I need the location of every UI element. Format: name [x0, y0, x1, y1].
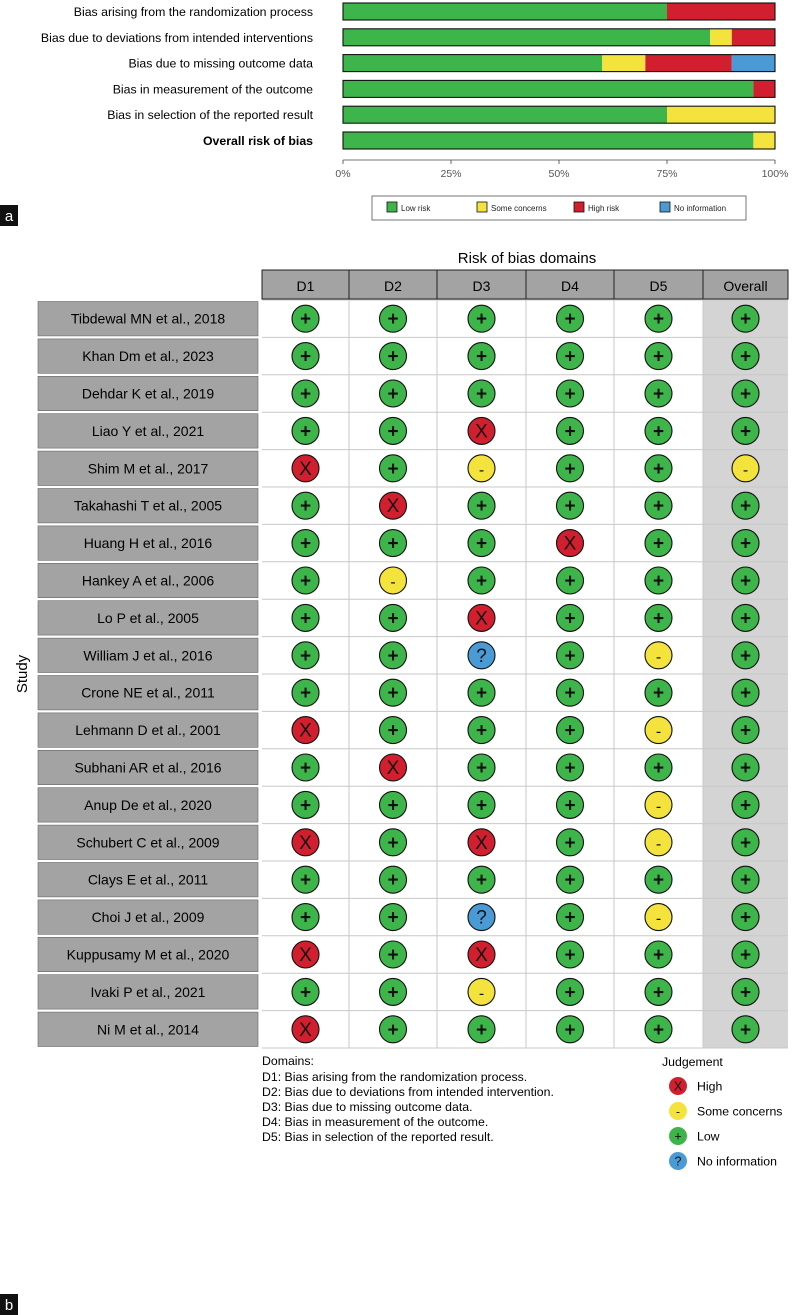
judgement-symbol: X [475, 421, 488, 443]
domain-description: D5: Bias in selection of the reported result. [262, 1130, 494, 1144]
legend-symbol: X [673, 1079, 683, 1094]
study-name: Schubert C et al., 2009 [76, 834, 220, 851]
judgement-symbol: + [475, 496, 488, 518]
x-tick-label: 25% [440, 168, 462, 180]
judgement-symbol: + [475, 384, 488, 405]
judgement-symbol: + [299, 758, 312, 779]
study-name: Anup De et al., 2020 [84, 796, 212, 813]
panel-label-b: b [4, 1297, 14, 1314]
judgement-symbol: + [564, 421, 576, 443]
bar-category-label: Bias in selection of the reported result [107, 108, 313, 123]
judgement-symbol: + [387, 720, 399, 742]
bar-segment-some [667, 106, 775, 123]
judgement-symbol: + [652, 533, 665, 555]
judgement-symbol: + [564, 758, 576, 779]
judgement-symbol: + [652, 870, 665, 892]
study-name: William J et al., 2016 [83, 647, 213, 664]
judgement-symbol: + [564, 1019, 576, 1041]
judgement-symbol: - [655, 910, 662, 928]
judgement-symbol: + [652, 571, 665, 592]
judgement-symbol: + [652, 309, 665, 331]
bar-category-label: Overall risk of bias [202, 134, 313, 148]
bar-segment-some [710, 29, 732, 46]
study-name: Lo P et al., 2005 [97, 609, 199, 626]
bar-category-label: Bias due to deviations from intended interventions [40, 30, 313, 45]
judgement-symbol: + [564, 309, 576, 331]
judgement-symbol: + [299, 309, 312, 331]
judgement-symbol: X [386, 496, 400, 518]
judgement-symbol: + [475, 1019, 488, 1041]
judgement-symbol: + [739, 795, 752, 817]
legend-swatch-high [574, 202, 584, 212]
legend-symbol: + [674, 1129, 682, 1144]
judgement-symbol: X [475, 832, 488, 854]
judgement-symbol: X [299, 832, 312, 854]
study-name: Takahashi T et al., 2005 [73, 497, 223, 514]
judgement-symbol: + [299, 870, 312, 892]
bar-segment-low [343, 3, 667, 20]
domain-header-d1: D1 [296, 278, 315, 294]
domains-title: Domains: [262, 1054, 314, 1068]
x-tick-label: 50% [548, 168, 570, 180]
judgement-symbol: X [386, 758, 400, 779]
bar-category-label: Bias due to missing outcome data [128, 56, 313, 71]
judgement-symbol: + [475, 346, 488, 368]
x-tick-label: 100% [761, 168, 789, 180]
domain-header-d3: D3 [472, 278, 491, 294]
judgement-symbol: + [387, 683, 399, 705]
bar-segment-low [343, 80, 753, 97]
bar-segment-some [753, 132, 775, 149]
judgement-symbol: + [475, 758, 488, 779]
legend-symbol: ? [674, 1154, 682, 1169]
judgement-symbol: + [299, 421, 312, 443]
study-name: Ivaki P et al., 2021 [90, 983, 206, 1000]
bar-category-label: Bias arising from the randomization process [73, 5, 313, 19]
judgement-symbol: + [387, 533, 399, 555]
study-name: Crone NE et al., 2011 [81, 684, 215, 701]
judgement-symbol: + [564, 496, 576, 518]
legend-label-some: Some concerns [697, 1104, 783, 1119]
judgement-symbol: + [739, 683, 752, 705]
judgement-symbol: + [739, 309, 752, 331]
bar-segment-some [602, 55, 645, 72]
judgement-symbol: + [564, 870, 576, 892]
judgement-symbol: + [739, 533, 752, 555]
judgement-symbol: + [739, 384, 752, 405]
judgement-symbol: - [655, 648, 662, 666]
judgement-symbol: + [299, 496, 312, 518]
domain-description: D2: Bias due to deviations from intended intervention. [262, 1085, 554, 1099]
judgement-symbol: + [299, 384, 312, 405]
judgement-symbol: + [387, 907, 399, 929]
domain-header-d5: D5 [649, 278, 668, 294]
judgement-symbol: + [475, 571, 488, 592]
judgement-symbol: + [387, 945, 399, 966]
judgement-symbol: + [475, 309, 488, 331]
judgement-symbol: + [387, 645, 399, 667]
judgement-symbol: - [655, 723, 662, 741]
panel-label-a: a [4, 208, 14, 225]
judgement-symbol: + [299, 645, 312, 667]
study-name: Khan Dm et al., 2023 [82, 348, 214, 365]
judgement-symbol: - [390, 574, 396, 591]
judgement-symbol: + [299, 795, 312, 817]
bar-segment-noinfo [732, 55, 775, 72]
judgement-symbol: X [299, 1019, 312, 1041]
legend-swatch-low [387, 202, 397, 212]
legend-label-noinfo: No information [674, 204, 727, 213]
judgement-symbol: + [564, 608, 576, 630]
judgement-symbol: + [387, 795, 399, 817]
bar-segment-low [343, 29, 710, 46]
legend-swatch-some [477, 202, 487, 212]
judgement-symbol: + [387, 608, 399, 630]
study-name: Tibdewal MN et al., 2018 [70, 310, 226, 327]
judgement-symbol: + [564, 346, 576, 368]
domain-description: D4: Bias in measurement of the outcome. [262, 1115, 489, 1129]
judgement-symbol: + [564, 795, 576, 817]
judgement-symbol: + [475, 533, 488, 555]
judgement-symbol: + [564, 458, 576, 480]
judgement-symbol: + [739, 945, 752, 966]
judgement-symbol: + [739, 571, 752, 592]
judgement-symbol: + [739, 907, 752, 929]
study-name: Kuppusamy M et al., 2020 [66, 946, 230, 963]
bar-segment-high [753, 80, 775, 97]
judgement-symbol: + [739, 496, 752, 518]
legend-label-high: High [697, 1079, 723, 1094]
study-axis-label: Study [14, 654, 31, 694]
judgement-symbol: + [387, 384, 399, 405]
bar-segment-low [343, 132, 753, 149]
judgement-symbol: + [739, 346, 752, 368]
judgement-symbol: + [739, 758, 752, 779]
judgement-symbol: + [387, 832, 399, 854]
legend-label-low: Low [697, 1129, 720, 1144]
judgement-symbol: + [652, 945, 665, 966]
judgement-symbol: + [564, 982, 576, 1004]
bar-category-label: Bias in measurement of the outcome [112, 82, 313, 97]
judgement-symbol: + [299, 608, 312, 630]
judgement-symbol: + [475, 683, 488, 705]
judgement-symbol: + [564, 832, 576, 854]
x-tick-label: 75% [656, 168, 678, 180]
judgement-symbol: + [739, 608, 752, 630]
legend-symbol: - [676, 1104, 680, 1119]
judgement-symbol: + [387, 982, 399, 1004]
judgement-symbol: + [299, 982, 312, 1004]
study-name: Clays E et al., 2011 [87, 871, 209, 888]
study-name: Liao Y et al., 2021 [91, 422, 205, 439]
domain-header-d2: D2 [384, 278, 402, 294]
judgement-symbol: + [564, 945, 576, 966]
x-tick-label: 0% [335, 168, 351, 180]
judgement-symbol: + [299, 346, 312, 368]
judgement-symbol: + [652, 346, 665, 368]
judgement-symbol: X [299, 458, 312, 480]
study-name: Subhani AR et al., 2016 [74, 759, 222, 776]
judgement-symbol: + [652, 982, 665, 1004]
judgement-symbol: + [299, 533, 312, 555]
judgement-symbol: + [387, 1019, 399, 1041]
judgement-symbol: + [739, 982, 752, 1004]
legend-label-low: Low risk [401, 204, 431, 213]
judgement-symbol: - [478, 461, 485, 479]
judgement-symbol: + [739, 720, 752, 742]
judgement-symbol: + [652, 458, 665, 480]
bar-segment-high [732, 29, 775, 46]
judgement-symbol: X [299, 945, 312, 966]
judgement-symbol: - [742, 461, 749, 479]
judgement-symbol: X [475, 945, 488, 966]
judgement-symbol: X [563, 533, 577, 555]
judgement-symbol: + [387, 458, 399, 480]
judgement-symbol: + [652, 1019, 665, 1041]
judgement-symbol: + [652, 758, 665, 779]
judgement-symbol: + [739, 421, 752, 443]
judgement-symbol: + [475, 870, 488, 892]
legend-swatch-noinfo [660, 202, 670, 212]
judgement-symbol: + [299, 571, 312, 592]
judgement-symbol: + [564, 720, 576, 742]
bar-segment-low [343, 55, 602, 72]
judgement-symbol: + [564, 384, 576, 405]
judgement-symbol: + [652, 683, 665, 705]
bar-segment-low [343, 106, 667, 123]
domain-description: D3: Bias due to missing outcome data. [262, 1100, 473, 1114]
legend-label-noinfo: No information [697, 1154, 777, 1169]
study-name: Huang H et al., 2016 [83, 535, 213, 552]
judgement-symbol: + [387, 309, 399, 331]
judgement-symbol: + [739, 1019, 752, 1041]
judgement-symbol: + [739, 870, 752, 892]
judgement-symbol: + [299, 683, 312, 705]
judgement-symbol: + [299, 907, 312, 929]
study-name: Shim M et al., 2017 [87, 460, 209, 477]
legend-label-some: Some concerns [491, 204, 547, 213]
judgement-symbol: + [564, 907, 576, 929]
judgement-symbol: + [652, 384, 665, 405]
judgement-symbol: + [739, 832, 752, 854]
bar-segment-high [645, 55, 731, 72]
bar-segment-high [667, 3, 775, 20]
study-name: Dehdar K et al., 2019 [81, 385, 215, 402]
judgement-symbol: + [564, 683, 576, 705]
judgement-symbol: + [564, 571, 576, 592]
judgement-title: Judgement [662, 1055, 723, 1069]
domain-description: D1: Bias arising from the randomization process. [262, 1070, 528, 1084]
judgement-symbol: + [387, 870, 399, 892]
judgement-symbol: + [564, 645, 576, 667]
judgement-symbol: + [739, 645, 752, 667]
judgement-symbol: + [652, 421, 665, 443]
judgement-symbol: + [652, 496, 665, 518]
judgement-symbol: ? [476, 645, 487, 667]
judgement-symbol: ? [476, 907, 487, 929]
judgement-symbol: + [387, 346, 399, 368]
study-name: Ni M et al., 2014 [97, 1021, 199, 1038]
judgement-symbol: X [299, 720, 312, 742]
judgement-symbol: X [475, 608, 488, 630]
judgement-symbol: - [655, 835, 662, 853]
judgement-symbol: + [475, 795, 488, 817]
table-title: Risk of bias domains [457, 250, 597, 267]
study-name: Hankey A et al., 2006 [81, 572, 215, 589]
judgement-symbol: + [652, 608, 665, 630]
study-name: Choi J et al., 2009 [91, 909, 205, 926]
judgement-symbol: + [387, 421, 399, 443]
judgement-symbol: - [655, 798, 662, 816]
judgement-symbol: - [478, 985, 485, 1003]
study-name: Lehmann D et al., 2001 [75, 722, 221, 739]
domain-header-overall: Overall [723, 278, 768, 294]
judgement-symbol: + [475, 720, 488, 742]
domain-header-d4: D4 [561, 278, 579, 294]
legend-label-high: High risk [588, 204, 620, 213]
